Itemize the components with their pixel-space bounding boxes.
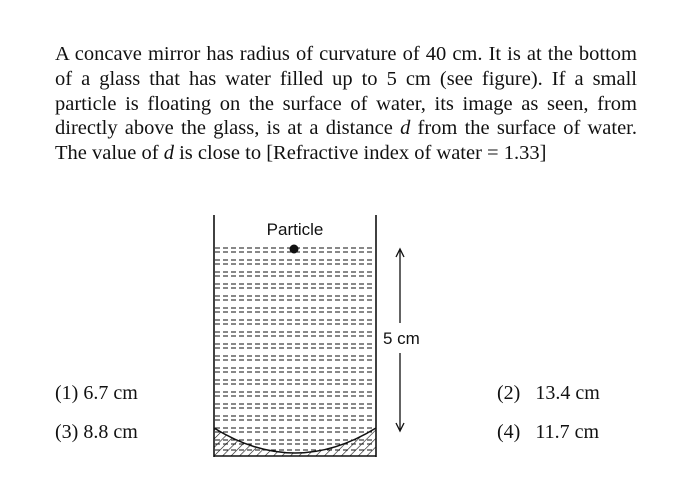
- variable-d-2: d: [163, 142, 174, 165]
- question-part-2: from the surface of water. The value of: [55, 117, 637, 165]
- particle-dot: [290, 245, 299, 254]
- option-1[interactable]: [55, 382, 138, 405]
- option-4-text: 11.7 cm: [535, 421, 600, 443]
- option-2[interactable]: [497, 382, 600, 405]
- option-3[interactable]: [55, 421, 138, 444]
- option-4[interactable]: [497, 421, 599, 444]
- option-3-number: (3): [55, 421, 79, 443]
- option-3-text: 8.8 cm: [83, 421, 138, 443]
- option-2-number: (2): [497, 382, 521, 404]
- depth-label: 5 cm: [383, 329, 420, 348]
- question-part-1: A concave mirror has radius of curvature of 40 cm. It is at the bottom of a glass that has water filled up to 5 cm (see figure). If a small particle is floating on the surface of water, its image as seen, from directly above the glass, is at a distance: [55, 43, 637, 140]
- variable-d: d: [400, 117, 411, 140]
- glass-figure: [205, 210, 440, 465]
- glass-diagram: [205, 210, 440, 465]
- question-text: [55, 42, 637, 166]
- option-4-number: (4): [497, 421, 521, 443]
- option-1-number: (1): [55, 382, 79, 404]
- option-1-text: 6.7 cm: [83, 382, 138, 404]
- question-part-3: is close to [Refractive index of water = 1.33]: [173, 142, 547, 165]
- option-2-text: 13.4 cm: [535, 382, 600, 404]
- water: [215, 248, 375, 450]
- particle-label: Particle: [266, 220, 324, 239]
